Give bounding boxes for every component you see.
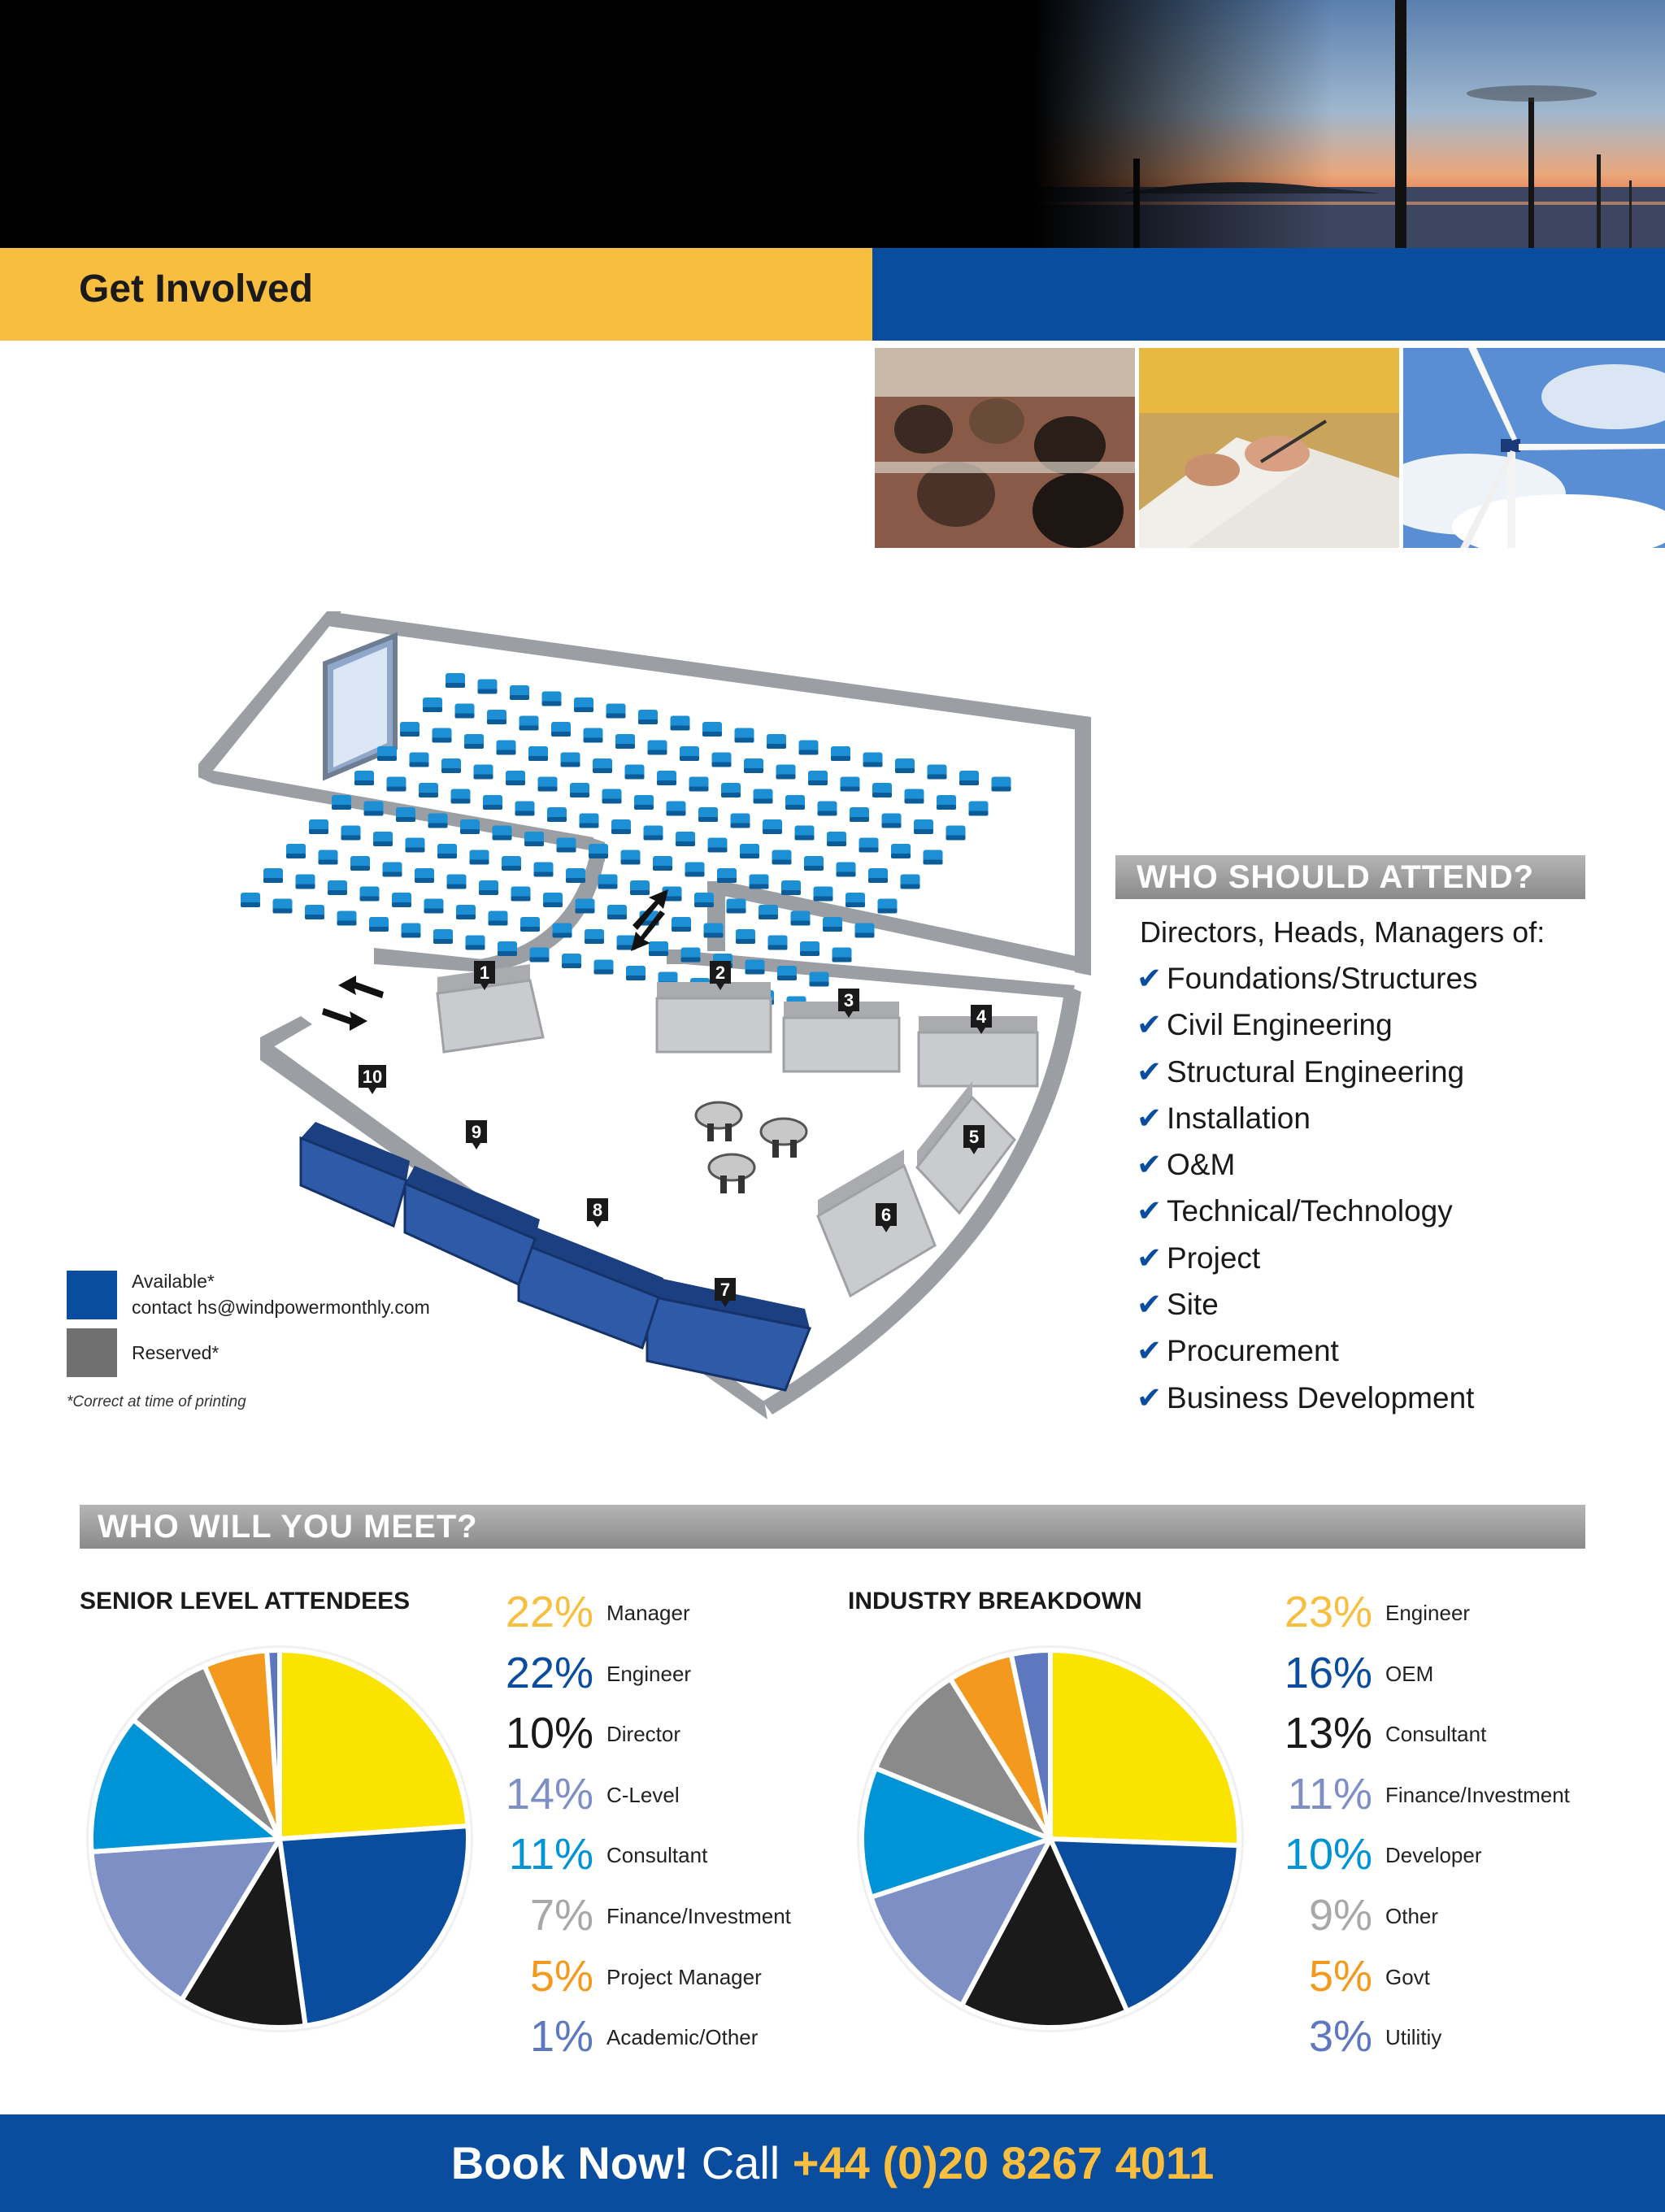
seat [328, 880, 347, 895]
seat [800, 941, 819, 956]
seat [611, 819, 631, 834]
seat [717, 868, 737, 883]
seat [428, 814, 448, 828]
seat [841, 777, 860, 792]
seat [387, 777, 406, 792]
legend-available-label: Available* [132, 1271, 215, 1292]
seat [672, 917, 691, 932]
stat-row [486, 1830, 828, 1890]
stat-percent: 16% [1284, 1648, 1372, 1697]
checkmark-icon: ✔ [1137, 1334, 1163, 1368]
pie-slice-engineer [280, 1826, 468, 2026]
booth-7-label: 7 [719, 1280, 731, 1300]
printing-footnote: *Correct at time of printing [67, 1393, 246, 1410]
seat [634, 795, 654, 810]
stat-row [1265, 2012, 1606, 2072]
seat [510, 685, 529, 700]
stat-row [486, 1709, 828, 1769]
seat [396, 807, 415, 822]
stat-row [1265, 1649, 1606, 1709]
seat [286, 844, 306, 858]
stat-label: Developer [1385, 1843, 1482, 1868]
checkmark-icon: ✔ [1137, 1241, 1163, 1275]
checkmark-icon: ✔ [1137, 1148, 1163, 1182]
seat [528, 746, 548, 761]
seat [423, 697, 442, 712]
seat [553, 923, 572, 938]
attend-heading: WHO SHOULD ATTEND? [1137, 859, 1535, 895]
stat-label: OEM [1385, 1661, 1434, 1686]
stat-label: Director [606, 1722, 681, 1747]
seat [489, 911, 508, 926]
seat [882, 814, 902, 828]
seat [671, 716, 690, 731]
seat [759, 905, 778, 919]
seat [621, 850, 641, 865]
checkmark-icon: ✔ [1137, 962, 1163, 995]
seat [415, 868, 434, 883]
seat [383, 863, 402, 877]
seat [585, 929, 604, 944]
seat [937, 795, 956, 810]
seat [638, 710, 658, 724]
stat-percent: 9% [1308, 1891, 1372, 1940]
seat [433, 929, 453, 944]
attend-item: ✔ Installation [1137, 1101, 1311, 1135]
seat [831, 746, 850, 761]
seat [460, 819, 480, 834]
seat [451, 789, 471, 804]
seat [470, 850, 489, 865]
booth-3-floor [784, 1018, 899, 1071]
checkmark-icon: ✔ [1137, 1101, 1163, 1135]
stat-percent: 5% [529, 1951, 593, 2001]
seat [772, 850, 792, 865]
seat [437, 844, 457, 858]
seat [832, 948, 852, 963]
seat [519, 716, 539, 731]
stat-percent: 7% [529, 1891, 593, 1940]
attend-item: ✔ Foundations/Structures [1137, 962, 1478, 995]
meet-heading-bar [80, 1505, 1585, 1549]
seat [263, 868, 283, 883]
seat [823, 917, 842, 932]
stat-percent: 22% [505, 1648, 593, 1697]
seat [763, 819, 782, 834]
seat [863, 753, 883, 767]
attend-item: ✔ Technical/Technology [1137, 1194, 1453, 1228]
attend-heading-bar [1115, 855, 1585, 899]
seat [498, 941, 517, 956]
stat-percent: 10% [1284, 1830, 1372, 1880]
legend-reserved-swatch [67, 1328, 117, 1377]
seat [727, 899, 746, 914]
stat-row [1265, 1588, 1606, 1648]
booth-group [301, 961, 1037, 1390]
stat-row [486, 2012, 828, 2072]
stat-label: C-Level [606, 1782, 680, 1807]
stat-row [486, 1588, 828, 1648]
stat-row [1265, 1952, 1606, 2012]
seat [543, 893, 563, 907]
seat [241, 893, 260, 907]
seat [360, 887, 380, 902]
seat [364, 802, 384, 816]
seat [589, 844, 608, 858]
seat [846, 893, 865, 907]
seat [924, 850, 943, 865]
industry-pie-chart [855, 1644, 1245, 2034]
seat [754, 789, 773, 804]
seat [410, 753, 429, 767]
booth-9[interactable] [405, 1120, 540, 1284]
seat [630, 880, 650, 895]
stat-percent: 10% [505, 1709, 593, 1758]
stat-label: Finance/Investment [606, 1904, 791, 1928]
seat [914, 819, 933, 834]
seat [712, 753, 732, 767]
seat [689, 777, 709, 792]
wind-turbine-photo [1403, 348, 1665, 548]
seat [478, 680, 498, 694]
booth-8[interactable] [519, 1198, 663, 1348]
seat [479, 880, 498, 895]
seat [456, 905, 476, 919]
attend-item: ✔ Business Development [1137, 1380, 1475, 1415]
seat [827, 832, 846, 846]
legend-available-swatch [67, 1271, 117, 1319]
stat-percent: 5% [1308, 1951, 1372, 2001]
seat [625, 765, 645, 780]
stat-label: Consultant [1385, 1722, 1487, 1747]
attend-item: ✔ Project [1137, 1241, 1261, 1275]
seat [959, 771, 979, 785]
seat [446, 673, 465, 688]
seat [584, 728, 603, 743]
attend-intro: Directors, Heads, Managers of: [1140, 915, 1545, 949]
seat [781, 880, 801, 895]
seat [483, 795, 502, 810]
seat [746, 960, 765, 975]
seat [777, 966, 797, 980]
stat-label: Finance/Investment [1385, 1782, 1570, 1807]
seat [681, 948, 701, 963]
seat [332, 795, 351, 810]
seat [309, 819, 328, 834]
stat-row [486, 1952, 828, 2012]
seat [731, 814, 750, 828]
seat [594, 960, 614, 975]
seat [872, 783, 892, 797]
seat [657, 771, 676, 785]
writing-hands-photo [1139, 348, 1399, 548]
attend-item: ✔ Structural Engineering [1137, 1054, 1465, 1089]
booth-10-number-tag [359, 1065, 386, 1094]
checkmark-icon: ✔ [1137, 1288, 1163, 1322]
seat [946, 826, 966, 841]
seat [785, 795, 805, 810]
pie-slice-engineer [1050, 1650, 1239, 1845]
seat [547, 807, 567, 822]
stat-label: Govt [1385, 1964, 1430, 1989]
seat [455, 704, 475, 719]
seat [735, 728, 754, 743]
seat [562, 954, 581, 968]
seat [901, 875, 920, 889]
seat [530, 948, 550, 963]
seat [337, 911, 357, 926]
seat [814, 887, 833, 902]
cafe-tables [696, 1102, 806, 1193]
stat-label: Utilitiy [1385, 2025, 1442, 2050]
seat [850, 807, 869, 822]
stat-label: Engineer [1385, 1601, 1471, 1625]
seat [273, 899, 293, 914]
seat [891, 844, 911, 858]
booth-6-label: 6 [880, 1205, 892, 1225]
booth-2-floor [657, 998, 771, 1052]
seat [744, 758, 763, 773]
booth-6 [818, 1149, 935, 1296]
stat-percent: 22% [505, 1588, 593, 1636]
seat [402, 923, 421, 938]
seat [818, 802, 837, 816]
seat [740, 844, 759, 858]
conference-audience-photo [875, 348, 1135, 548]
stat-percent: 3% [1308, 2012, 1372, 2062]
booth-8-label: 8 [592, 1200, 603, 1220]
seat [447, 875, 467, 889]
seat [474, 765, 493, 780]
booth-8-number-tag [587, 1198, 608, 1228]
hero-banner [0, 0, 1665, 248]
seat [736, 929, 755, 944]
booth-2-label: 2 [715, 963, 726, 983]
senior-pie-chart [85, 1644, 475, 2034]
seat [392, 893, 411, 907]
seat [557, 838, 576, 853]
seat [369, 917, 389, 932]
seat [708, 838, 728, 853]
seat [593, 758, 612, 773]
booth-3-label: 3 [843, 990, 854, 1010]
seat [566, 868, 585, 883]
stat-row [1265, 1830, 1606, 1890]
seat [570, 783, 589, 797]
booking-cta[interactable] [0, 2114, 1665, 2212]
checkmark-icon: ✔ [1137, 1054, 1163, 1089]
seat [520, 917, 540, 932]
stat-label: Other [1385, 1904, 1439, 1928]
seat [868, 868, 888, 883]
stat-percent: 1% [529, 2012, 593, 2062]
book-now-label: Book Now! [450, 2137, 689, 2188]
seat [350, 856, 370, 871]
seat [702, 722, 722, 737]
seat [354, 771, 374, 785]
wind-turbine-sunset-photo [0, 0, 1665, 248]
checkmark-icon: ✔ [1137, 1008, 1163, 1042]
seat [561, 753, 580, 767]
page-title: Get Involved [79, 267, 314, 311]
seat [680, 746, 699, 761]
booth-2-roof [657, 982, 771, 998]
seat [615, 734, 635, 749]
seat [653, 856, 672, 871]
seat [466, 936, 485, 950]
seat [768, 936, 788, 950]
seat [598, 875, 618, 889]
stat-row [1265, 1891, 1606, 1951]
booth-9-label: 9 [471, 1122, 482, 1142]
seat [487, 710, 506, 724]
seat [607, 905, 627, 919]
seat [319, 850, 338, 865]
seat [576, 899, 595, 914]
seat [341, 826, 361, 841]
seat [400, 722, 420, 737]
booth-1 [437, 961, 543, 1052]
stat-row [1265, 1770, 1606, 1830]
stat-percent: 14% [505, 1769, 593, 1819]
stat-label: Consultant [606, 1843, 708, 1868]
phone-number[interactable]: +44 (0)20 8267 4011 [792, 2137, 1215, 2188]
seat [648, 741, 667, 755]
seat [534, 863, 554, 877]
stat-row [486, 1891, 828, 1951]
stat-label: Academic/Other [606, 2025, 759, 2050]
attend-item: ✔ Civil Engineering [1137, 1008, 1393, 1042]
seat [685, 863, 705, 877]
seat [992, 777, 1011, 792]
seat [524, 832, 544, 846]
attend-list [1137, 963, 1478, 1428]
seat [676, 832, 695, 846]
seat [969, 802, 989, 816]
seat [506, 771, 525, 785]
pie-slice-manager [280, 1650, 467, 1839]
stat-row [486, 1649, 828, 1709]
booth-4-label: 4 [976, 1006, 987, 1027]
seat [574, 697, 593, 712]
seat [502, 856, 521, 871]
seat [799, 741, 819, 755]
attend-item: ✔ Procurement [1137, 1334, 1339, 1368]
seat [424, 899, 444, 914]
seat [791, 911, 811, 926]
stat-percent: 11% [508, 1830, 593, 1880]
seat [837, 863, 856, 877]
seat [694, 893, 714, 907]
booth-6-floor [818, 1166, 935, 1296]
footer-bar [0, 2114, 1665, 2212]
seat [649, 941, 668, 956]
seat [296, 875, 315, 889]
seat [497, 741, 516, 755]
seat [538, 777, 558, 792]
industry-pie-title: INDUSTRY BREAKDOWN [848, 1588, 1142, 1614]
seat [644, 826, 663, 841]
seat [808, 771, 828, 785]
seat [795, 826, 815, 841]
booth-4-floor [919, 1032, 1037, 1086]
seat [667, 802, 686, 816]
seat [602, 789, 622, 804]
seat [804, 856, 824, 871]
seat [606, 704, 626, 719]
call-label: Call [689, 2137, 793, 2188]
seat [377, 746, 397, 761]
stat-percent: 23% [1284, 1588, 1372, 1636]
seat [928, 765, 947, 780]
attend-item: ✔ Site [1137, 1288, 1219, 1322]
legend-reserved-label: Reserved* [132, 1342, 220, 1363]
seat [721, 783, 741, 797]
seat [878, 899, 898, 914]
checkmark-icon: ✔ [1137, 1194, 1163, 1228]
seat [305, 905, 324, 919]
seat [542, 692, 562, 706]
seat [704, 923, 724, 938]
stat-label: Manager [606, 1601, 690, 1625]
booth-5-label: 5 [968, 1127, 980, 1147]
stat-percent: 11% [1287, 1769, 1372, 1819]
seat [895, 758, 915, 773]
legend-contact-email[interactable]: contact hs@windpowermonthly.com [132, 1297, 430, 1318]
seat [767, 734, 786, 749]
stat-row [486, 1770, 828, 1830]
seat [464, 734, 484, 749]
seat [373, 832, 393, 846]
booth-1-floor [437, 980, 543, 1052]
seat [810, 972, 829, 987]
seat [855, 923, 875, 938]
meet-heading: WHO WILL YOU MEET? [98, 1509, 478, 1545]
seat [515, 802, 535, 816]
stat-label: Engineer [606, 1661, 692, 1686]
stat-label: Project Manager [606, 1964, 762, 1989]
seat [551, 722, 571, 737]
booth-7[interactable] [647, 1278, 810, 1390]
booth-1-label: 1 [479, 963, 490, 983]
senior-pie-title: SENIOR LEVEL ATTENDEES [80, 1588, 411, 1614]
accent-bar [872, 248, 1665, 341]
seat [580, 814, 599, 828]
seat [441, 758, 461, 773]
stat-percent: 13% [1284, 1709, 1372, 1758]
checkmark-icon: ✔ [1137, 1380, 1163, 1415]
booth-9-number-tag [466, 1120, 487, 1149]
seat [419, 783, 438, 797]
seat [776, 765, 796, 780]
seat [750, 875, 769, 889]
seat [905, 789, 924, 804]
seat [698, 807, 718, 822]
seat [859, 838, 879, 853]
seat [626, 966, 646, 980]
booth-10-label: 10 [362, 1067, 383, 1087]
seat [511, 887, 531, 902]
booth-4 [919, 1005, 1037, 1086]
stat-row [1265, 1709, 1606, 1769]
seat [406, 838, 425, 853]
attend-item: ✔ O&M [1137, 1148, 1236, 1182]
seat [493, 826, 512, 841]
seat [433, 728, 452, 743]
